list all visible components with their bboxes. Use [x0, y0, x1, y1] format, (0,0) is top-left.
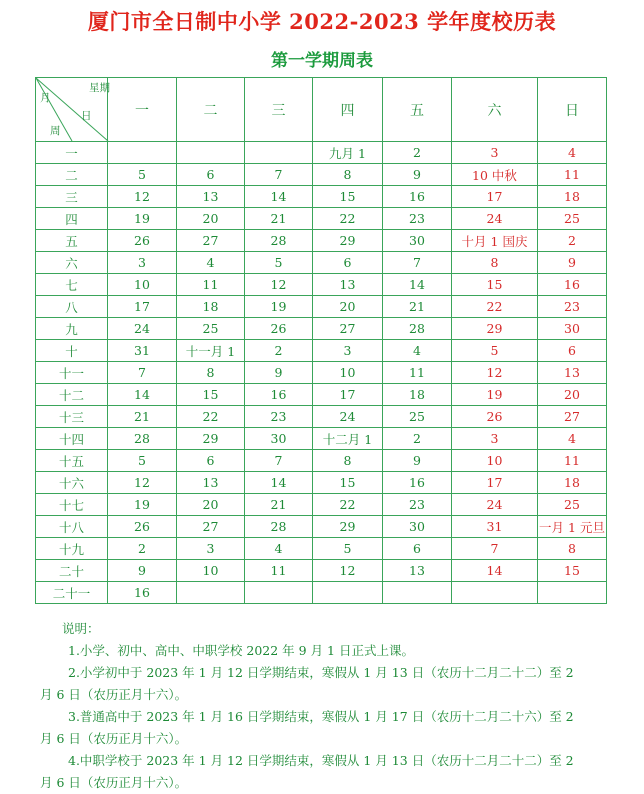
week-number-cell: 五: [36, 230, 108, 252]
date-cell: [538, 582, 607, 604]
date-cell: 21: [108, 406, 177, 428]
date-cell: 21: [245, 208, 313, 230]
date-cell: 6: [177, 164, 245, 186]
date-cell: 28: [383, 318, 452, 340]
date-cell: 14: [452, 560, 538, 582]
date-cell: 十一月 1: [177, 340, 245, 362]
week-number-cell: 三: [36, 186, 108, 208]
date-cell: 6: [383, 538, 452, 560]
date-cell: 11: [538, 164, 607, 186]
date-cell: 24: [452, 494, 538, 516]
date-cell: [245, 142, 313, 164]
week-number-cell: 十九: [36, 538, 108, 560]
date-cell: 15: [452, 274, 538, 296]
date-cell: 19: [108, 208, 177, 230]
week-row: [36, 406, 607, 428]
date-cell: 20: [313, 296, 383, 318]
calendar-body: [36, 142, 607, 604]
date-cell: 2: [383, 142, 452, 164]
date-cell: 28: [245, 516, 313, 538]
week-row: [36, 142, 607, 164]
date-cell: 24: [108, 318, 177, 340]
date-cell: 24: [452, 208, 538, 230]
date-cell: 14: [108, 384, 177, 406]
note-line: 3.普通高中于 2023 年 1 月 16 日学期结束，寒假从 1 月 17 日（农历十二月二十六）至 2: [68, 709, 574, 724]
date-cell: 18: [538, 186, 607, 208]
notes-section: [40, 618, 612, 794]
date-cell: 3: [452, 428, 538, 450]
page-title: 厦门市全日制中小学 2022-2023 学年度校历表: [87, 9, 557, 34]
date-cell: 7: [245, 164, 313, 186]
date-cell: 18: [383, 384, 452, 406]
week-number-cell: 九: [36, 318, 108, 340]
date-cell: 20: [177, 208, 245, 230]
corner-label-month: 月: [40, 92, 51, 104]
date-cell: 12: [245, 274, 313, 296]
date-cell: 20: [538, 384, 607, 406]
note-line: 月 6 日（农历正月十六）。: [40, 731, 188, 746]
week-row: [36, 450, 607, 472]
week-number-cell: 二十: [36, 560, 108, 582]
date-cell: 30: [383, 516, 452, 538]
date-cell: 10: [452, 450, 538, 472]
day-header-fri: 五: [383, 78, 452, 142]
date-cell: 19: [108, 494, 177, 516]
week-number-cell: 一: [36, 142, 108, 164]
day-header-mon: 一: [108, 78, 177, 142]
week-number-cell: 六: [36, 252, 108, 274]
note-line: 4.中职学校于 2023 年 1 月 12 日学期结束，寒假从 1 月 13 日（农历十二月二十二）至 2: [68, 753, 574, 768]
date-cell: 4: [383, 340, 452, 362]
date-cell: 7: [452, 538, 538, 560]
date-cell: 27: [177, 516, 245, 538]
date-cell: [177, 142, 245, 164]
date-cell: 8: [313, 164, 383, 186]
date-cell: 24: [313, 406, 383, 428]
date-cell: 一月 1 元旦: [538, 516, 607, 538]
date-cell: 5: [108, 164, 177, 186]
date-cell: 26: [108, 230, 177, 252]
week-number-cell: 七: [36, 274, 108, 296]
week-row: [36, 362, 607, 384]
date-cell: 29: [452, 318, 538, 340]
week-number-cell: 十: [36, 340, 108, 362]
calendar-table: [35, 77, 607, 604]
week-row: [36, 516, 607, 538]
date-cell: 十二月 1: [313, 428, 383, 450]
date-cell: 6: [177, 450, 245, 472]
date-cell: 13: [383, 560, 452, 582]
date-cell: [313, 582, 383, 604]
date-cell: 26: [108, 516, 177, 538]
week-number-cell: 二: [36, 164, 108, 186]
day-header-tue: 二: [177, 78, 245, 142]
date-cell: 25: [177, 318, 245, 340]
date-cell: 29: [313, 516, 383, 538]
day-header-sun: 日: [538, 78, 607, 142]
week-row: [36, 186, 607, 208]
note-line: 1.小学、初中、高中、中职学校 2022 年 9 月 1 日正式上课。: [68, 643, 414, 658]
week-row: [36, 538, 607, 560]
date-cell: 10 中秋: [452, 164, 538, 186]
date-cell: 27: [313, 318, 383, 340]
date-cell: 6: [313, 252, 383, 274]
note-line: 月 6 日（农历正月十六）。: [40, 687, 188, 702]
date-cell: 20: [177, 494, 245, 516]
date-cell: 28: [245, 230, 313, 252]
date-cell: 4: [177, 252, 245, 274]
date-cell: 22: [177, 406, 245, 428]
date-cell: 18: [538, 472, 607, 494]
date-cell: 11: [245, 560, 313, 582]
week-row: [36, 582, 607, 604]
week-row: [36, 208, 607, 230]
week-number-cell: 四: [36, 208, 108, 230]
date-cell: 8: [452, 252, 538, 274]
day-header-wed: 三: [245, 78, 313, 142]
week-number-cell: 十一: [36, 362, 108, 384]
week-row: [36, 318, 607, 340]
date-cell: 13: [313, 274, 383, 296]
date-cell: 26: [245, 318, 313, 340]
date-cell: 8: [538, 538, 607, 560]
date-cell: 25: [538, 494, 607, 516]
week-row: [36, 560, 607, 582]
date-cell: 16: [245, 384, 313, 406]
date-cell: 2: [383, 428, 452, 450]
week-row: [36, 296, 607, 318]
date-cell: 12: [108, 472, 177, 494]
date-cell: 10: [177, 560, 245, 582]
date-cell: 2: [108, 538, 177, 560]
date-cell: 14: [245, 472, 313, 494]
date-cell: 22: [313, 208, 383, 230]
date-cell: 29: [313, 230, 383, 252]
date-cell: 7: [108, 362, 177, 384]
date-cell: 12: [108, 186, 177, 208]
date-cell: 10: [108, 274, 177, 296]
date-cell: 30: [538, 318, 607, 340]
note-line: 月 6 日（农历正月十六）。: [40, 775, 188, 790]
date-cell: 4: [245, 538, 313, 560]
date-cell: 21: [245, 494, 313, 516]
week-row: [36, 252, 607, 274]
date-cell: 15: [538, 560, 607, 582]
week-row: [36, 428, 607, 450]
date-cell: 30: [383, 230, 452, 252]
date-cell: 5: [313, 538, 383, 560]
date-cell: 22: [452, 296, 538, 318]
week-row: [36, 230, 607, 252]
date-cell: 4: [538, 428, 607, 450]
date-cell: 17: [452, 186, 538, 208]
date-cell: 10: [313, 362, 383, 384]
date-cell: 9: [383, 450, 452, 472]
date-cell: 16: [383, 472, 452, 494]
page-subtitle: 第一学期周表: [271, 51, 373, 71]
date-cell: 16: [383, 186, 452, 208]
date-cell: 16: [108, 582, 177, 604]
corner-label-day: 日: [81, 110, 92, 122]
date-cell: 23: [383, 208, 452, 230]
date-cell: 12: [313, 560, 383, 582]
date-cell: 27: [177, 230, 245, 252]
date-cell: 23: [538, 296, 607, 318]
week-number-cell: 十七: [36, 494, 108, 516]
date-cell: 5: [452, 340, 538, 362]
date-cell: 31: [452, 516, 538, 538]
date-cell: 23: [383, 494, 452, 516]
date-cell: 5: [245, 252, 313, 274]
date-cell: 2: [538, 230, 607, 252]
date-cell: 31: [108, 340, 177, 362]
week-number-cell: 十五: [36, 450, 108, 472]
date-cell: 19: [245, 296, 313, 318]
date-cell: 九月 1: [313, 142, 383, 164]
date-cell: 3: [177, 538, 245, 560]
date-cell: 11: [177, 274, 245, 296]
date-cell: 19: [452, 384, 538, 406]
date-cell: [383, 582, 452, 604]
date-cell: 7: [383, 252, 452, 274]
date-cell: 8: [313, 450, 383, 472]
day-header-sat: 六: [452, 78, 538, 142]
week-row: [36, 472, 607, 494]
date-cell: 9: [538, 252, 607, 274]
date-cell: 28: [108, 428, 177, 450]
date-cell: 27: [538, 406, 607, 428]
date-cell: 23: [245, 406, 313, 428]
date-cell: 22: [313, 494, 383, 516]
date-cell: 11: [383, 362, 452, 384]
date-cell: 11: [538, 450, 607, 472]
date-cell: 13: [177, 472, 245, 494]
date-cell: 9: [383, 164, 452, 186]
date-cell: 25: [383, 406, 452, 428]
date-cell: [177, 582, 245, 604]
week-number-cell: 二十一: [36, 582, 108, 604]
date-cell: 3: [452, 142, 538, 164]
date-cell: 6: [538, 340, 607, 362]
date-cell: [452, 582, 538, 604]
date-cell: 17: [452, 472, 538, 494]
week-row: [36, 274, 607, 296]
notes-label: 说明：: [62, 621, 100, 636]
date-cell: 25: [538, 208, 607, 230]
date-cell: 14: [383, 274, 452, 296]
date-cell: 18: [177, 296, 245, 318]
date-cell: 9: [245, 362, 313, 384]
date-cell: 13: [177, 186, 245, 208]
date-cell: 3: [108, 252, 177, 274]
date-cell: 15: [177, 384, 245, 406]
date-cell: 15: [313, 186, 383, 208]
corner-label-week: 周: [50, 125, 61, 137]
date-cell: [245, 582, 313, 604]
week-number-cell: 十三: [36, 406, 108, 428]
date-cell: 5: [108, 450, 177, 472]
date-cell: 16: [538, 274, 607, 296]
week-row: [36, 340, 607, 362]
date-cell: 15: [313, 472, 383, 494]
date-cell: 17: [313, 384, 383, 406]
date-cell: 17: [108, 296, 177, 318]
date-cell: 12: [452, 362, 538, 384]
date-cell: 十月 1 国庆: [452, 230, 538, 252]
corner-label-xingqi: 星期: [89, 82, 110, 94]
week-number-cell: 十四: [36, 428, 108, 450]
date-cell: 29: [177, 428, 245, 450]
date-cell: 21: [383, 296, 452, 318]
corner-header-cell: [36, 78, 108, 142]
date-cell: 2: [245, 340, 313, 362]
date-cell: 3: [313, 340, 383, 362]
date-cell: 7: [245, 450, 313, 472]
date-cell: 14: [245, 186, 313, 208]
week-row: [36, 494, 607, 516]
week-row: [36, 164, 607, 186]
date-cell: [108, 142, 177, 164]
week-number-cell: 八: [36, 296, 108, 318]
date-cell: 26: [452, 406, 538, 428]
date-cell: 9: [108, 560, 177, 582]
day-header-thu: 四: [313, 78, 383, 142]
date-cell: 4: [538, 142, 607, 164]
date-cell: 13: [538, 362, 607, 384]
week-row: [36, 384, 607, 406]
date-cell: 30: [245, 428, 313, 450]
week-number-cell: 十二: [36, 384, 108, 406]
week-number-cell: 十八: [36, 516, 108, 538]
note-line: 2.小学初中于 2023 年 1 月 12 日学期结束，寒假从 1 月 13 日（农历十二月二十二）至 2: [68, 665, 574, 680]
date-cell: 8: [177, 362, 245, 384]
header-row: [36, 78, 607, 142]
week-number-cell: 十六: [36, 472, 108, 494]
